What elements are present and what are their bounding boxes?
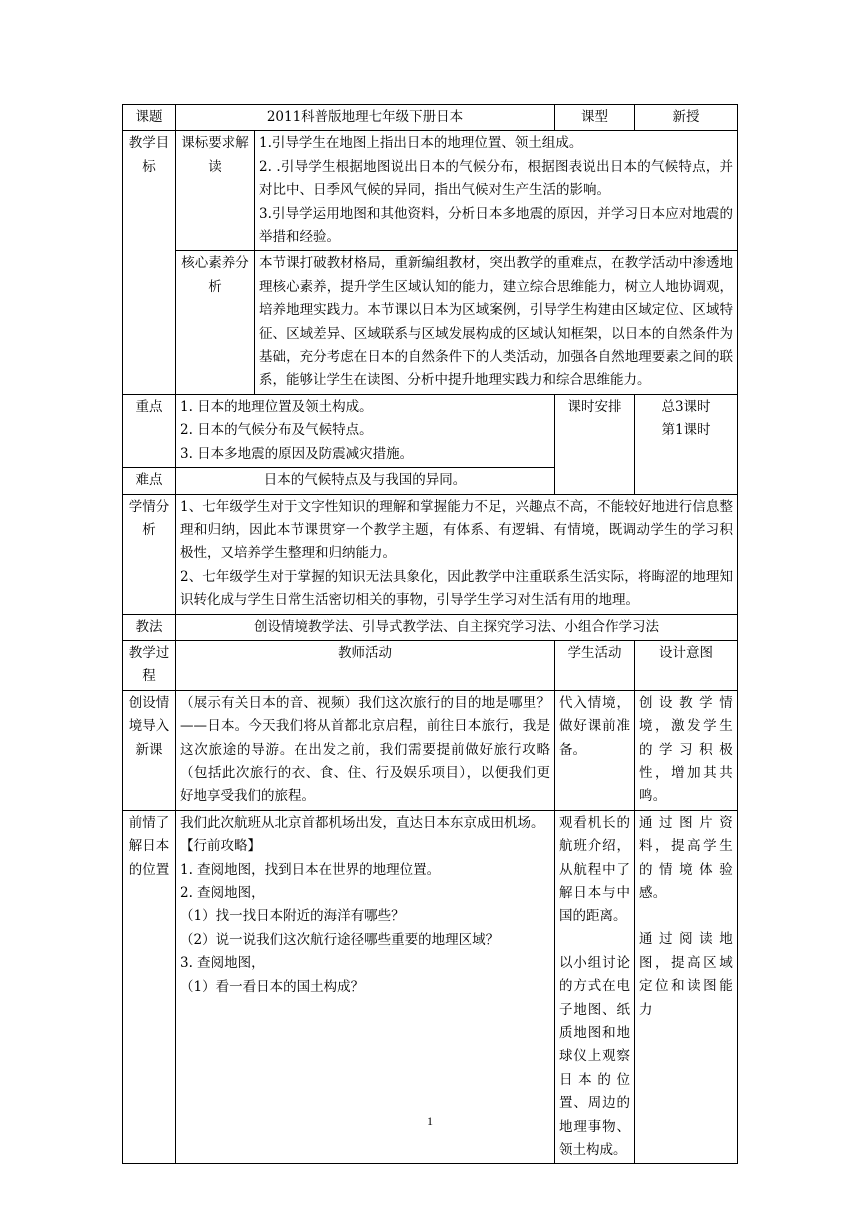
design-paragraph: 通过图片资料，提高学生的情境体验感。 xyxy=(639,814,733,901)
key-point-item: 1. 日本的地理位置及领土构成。 xyxy=(180,398,373,415)
teacher-line: 1. 查阅地图，找到日本在世界的地理位置。 xyxy=(180,861,441,878)
paragraph-gap xyxy=(639,905,733,928)
design-intent: 创设教学情境，激发学生的学习积极性，增加其共鸣。 xyxy=(635,690,738,810)
stage-label: 前情了解日本的位置 xyxy=(123,810,176,1164)
standards-content xyxy=(255,131,738,251)
learner-label: 学情分析 xyxy=(123,494,176,614)
schedule-label: 课时安排 xyxy=(555,394,635,494)
key-points-label: 重点 xyxy=(123,394,176,467)
teacher-line: （1）找一找日本附近的海洋有哪些？ xyxy=(180,908,405,925)
teacher-line: （2）说一说我们这次航行途径哪些重要的地理区域？ xyxy=(180,931,500,948)
design-paragraph: 通过阅读地图，提高区域定位和读图能力 xyxy=(639,931,733,1018)
lesson-plan-table xyxy=(122,104,738,1164)
lesson-title: 2011科普版地理七年级下册日本 xyxy=(176,105,555,131)
schedule-values xyxy=(635,394,738,494)
schedule-total: 总3课时 xyxy=(661,398,711,415)
ke-xing-label: 课型 xyxy=(555,105,635,131)
difficulty-content: 日本的气候特点及与我国的异同。 xyxy=(176,468,555,494)
header-row xyxy=(123,105,738,131)
teacher-activity: （展示有关日本的音、视频）我们这次旅行的目的地是哪里？——日本。今天我们将从首都北京启程，前往日本旅行，我是这次旅途的导游。在出发之前，我们需要提前做好旅行攻略（包括此次旅行的衣、食、住、行及娱乐项目），以便我们更好地享受我们的旅程。 xyxy=(176,690,555,810)
student-paragraph: 以小组讨论的方式在电子地图、纸质地图和地球仪上观察日本的位置、周边的地理事物、领土构成。 xyxy=(559,954,630,1159)
key-points-row xyxy=(123,394,738,467)
ke-xing-value: 新授 xyxy=(635,105,738,131)
literacy-label: 核心素养分析 xyxy=(176,251,255,394)
goals-label: 教学目标 xyxy=(123,131,176,394)
process-row xyxy=(123,810,738,1164)
difficulty-label: 难点 xyxy=(123,468,176,494)
goals-literacy-row xyxy=(123,251,738,394)
schedule-current: 第1课时 xyxy=(661,422,711,439)
teacher-activity xyxy=(176,810,555,1164)
teacher-line: 2. 查阅地图， xyxy=(180,885,265,901)
key-points-content xyxy=(176,394,555,467)
standards-item: 2. .引导学生根据地图说出日本的气候分布，根据图表说出日本的气候特点，并对比中、日季风气候的异同，指出气候对生产生活的影响。 xyxy=(259,158,733,199)
student-activity: 代入情境，做好课前准备。 xyxy=(555,690,635,810)
learner-item: 1、七年级学生对于文字性知识的理解和掌握能力不足，兴趣点不高，不能较好地进行信息整理和归纳，因此本节课贯穿一个教学主题，有体系、有逻辑、有情境，既调动学生的学习积极性，又培养学生整理和归纳能力。 xyxy=(180,498,733,562)
learner-content xyxy=(176,494,738,614)
key-point-item: 2. 日本的气候分布及气候特点。 xyxy=(180,422,373,439)
key-point-item: 3. 日本多地震的原因及防震减灾措施。 xyxy=(180,445,414,462)
methods-label: 教法 xyxy=(123,614,176,640)
col-teacher-header: 教师活动 xyxy=(176,640,555,690)
ke-ti-label: 课题 xyxy=(123,105,176,131)
goals-standards-row xyxy=(123,131,738,251)
teacher-line: 3. 查阅地图， xyxy=(180,955,265,972)
standards-item: 1.引导学生在地图上指出日本的地理位置、领土组成。 xyxy=(259,135,583,152)
student-activity xyxy=(555,810,635,1164)
standards-label: 课标要求解读 xyxy=(176,131,255,251)
process-header-row xyxy=(123,640,738,690)
teacher-line: 【行前攻略】 xyxy=(180,838,261,855)
stage-label: 创设情境导入新课 xyxy=(123,690,176,810)
methods-row xyxy=(123,614,738,640)
student-paragraph: 观看机长的航班介绍，从航程中了解日本与中国的距离。 xyxy=(559,814,630,925)
teacher-line: 我们此次航班从北京首都机场出发，直达日本东京成田机场。 xyxy=(180,814,545,831)
standards-item: 3.引导学运用地图和其他资料，分析日本多地震的原因，并学习日本应对地震的举措和经验。 xyxy=(259,205,733,246)
methods-content: 创设情境教学法、引导式教学法、自主探究学习法、小组合作学习法 xyxy=(176,614,738,640)
teacher-line: （1）看一看日本的国土构成？ xyxy=(180,978,365,995)
process-row xyxy=(123,690,738,810)
process-label: 教学过程 xyxy=(123,640,176,690)
col-design-header: 设计意图 xyxy=(635,640,738,690)
learner-row xyxy=(123,494,738,614)
page-number: 1 xyxy=(427,1114,433,1128)
literacy-content: 本节课打破教材格局，重新编组教材，突出教学的重难点，在教学活动中渗透地理核心素养，提升学生区域认知的能力，建立综合思维能力，树立人地协调观，培养地理实践力。本节课以日本为区域案例，引导学生构建由区域定位、区域特征、区域差异、区域联系与区域发展构成的区域认知框架，以日本的自然条件为基础，充分考虑在日本的自然条件下的人类活动，加强各自然地理要素之间的联系，能够让学生在读图、分析中提升地理实践力和综合思维能力。 xyxy=(255,251,738,394)
design-intent xyxy=(635,810,738,1164)
paragraph-gap xyxy=(559,929,630,952)
learner-item: 2、七年级学生对于掌握的知识无法具象化，因此教学中注重联系生活实际，将晦涩的地理知识转化成与学生日常生活密切相关的事物，引导学生学习对生活有用的地理。 xyxy=(180,568,733,609)
col-student-header: 学生活动 xyxy=(555,640,635,690)
